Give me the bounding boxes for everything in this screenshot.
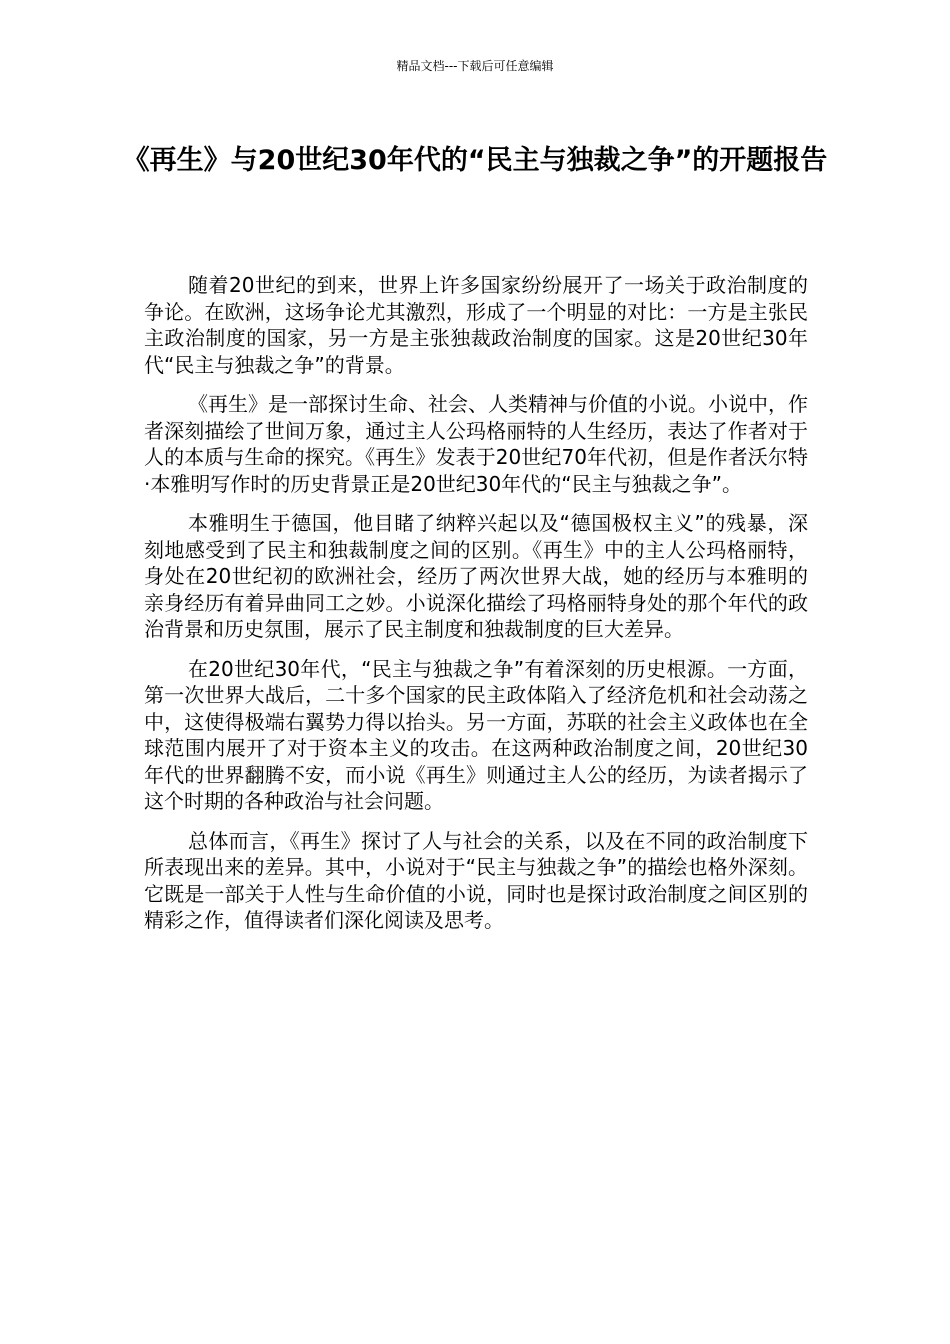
paragraph-3: 本雅明生于德国，他目睹了纳粹兴起以及“德国极权主义”的残暴，深刻地感受到了民主和独裁制度之间的区别。《再生》中的主人公玛格丽特，身处在20世纪初的欧洲社会，经历了两次世界大战，她的经历与本雅明的亲身经历有着异曲同工之妙。小说深化描绘了玛格丽特身处的那个年代的政治背景和历史氛围，展示了民主制度和独裁制度的巨大差异。	[144, 511, 808, 641]
paragraph-5: 总体而言，《再生》探讨了人与社会的关系，以及在不同的政治制度下所表现出来的差异。其中，小说对于“民主与独裁之争”的描绘也格外深刻。它既是一部关于人性与生命价值的小说，同时也是探讨政治制度之间区别的精彩之作，值得读者们深化阅读及思考。	[144, 828, 808, 932]
paragraph-1: 随着20世纪的到来，世界上许多国家纷纷展开了一场关于政治制度的争论。在欧洲，这场争论尤其激烈，形成了一个明显的对比：一方是主张民主政治制度的国家，另一方是主张独裁政治制度的国家。这是20世纪30年代“民主与独裁之争”的背景。	[144, 273, 808, 377]
document-body	[144, 272, 808, 947]
paragraph-4: 在20世纪30年代，“民主与独裁之争”有着深刻的历史根源。一方面，第一次世界大战后，二十多个国家的民主政体陷入了经济危机和社会动荡之中，这使得极端右翼势力得以抬头。另一方面，苏联的社会主义政体也在全球范围内展开了对于资本主义的攻击。在这两种政治制度之间，20世纪30年代的世界翻腾不安，而小说《再生》则通过主人公的经历，为读者揭示了这个时期的各种政治与社会问题。	[144, 656, 808, 813]
paragraph-2: 《再生》是一部探讨生命、社会、人类精神与价值的小说。小说中，作者深刻描绘了世间万象，通过主人公玛格丽特的人生经历，表达了作者对于人的本质与生命的探究。《再生》发表于20世纪70年代初，但是作者沃尔特·本雅明写作时的历史背景正是20世纪30年代的“民主与独裁之争”。	[144, 392, 808, 496]
document-title: 《再生》与20世纪30年代的“民主与独裁之争”的开题报告	[122, 145, 828, 176]
header-note: 精品文档---下载后可任意编辑	[396, 59, 554, 73]
